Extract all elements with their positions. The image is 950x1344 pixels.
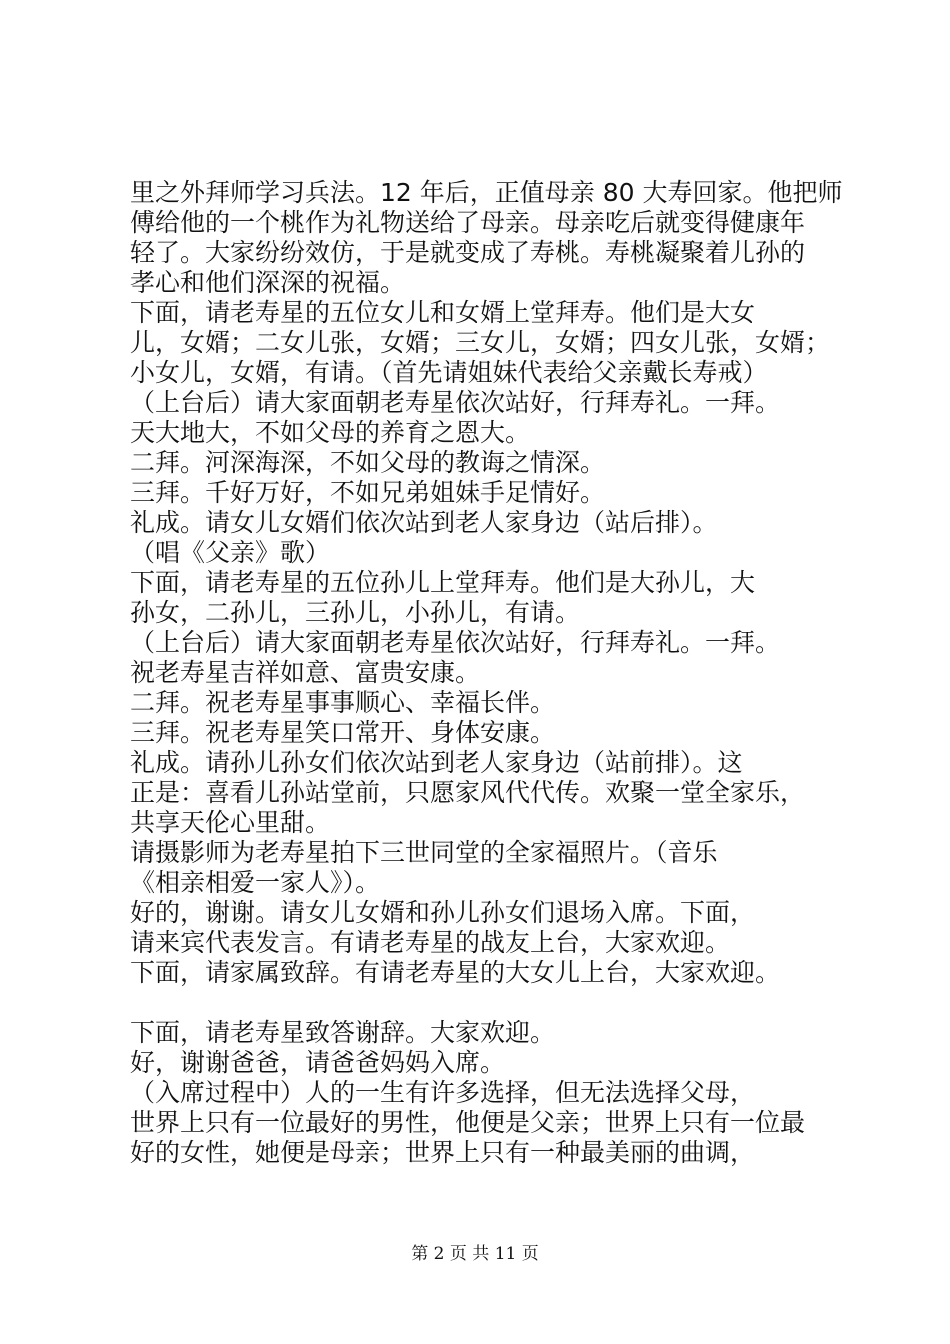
text-line: 天大地大，不如父母的养育之恩大。 (130, 418, 531, 447)
text-line: 二拜。祝老寿星事事顺心、幸福长伴。 (130, 688, 556, 717)
text-line: 好，谢谢爸爸，请爸爸妈妈入席。 (130, 1048, 506, 1077)
text-line: 三拜。祝老寿星笑口常开、身体安康。 (130, 718, 556, 747)
text-line: 下面，请老寿星致答谢辞。大家欢迎。 (130, 1018, 556, 1047)
text-line: （唱《父亲》歌） (130, 538, 331, 567)
text-line: 里之外拜师学习兵法。12 年后，正值母亲 80 大寿回家。他把师 (130, 178, 843, 207)
text-line: 《相亲相爱一家人》）。 (130, 868, 381, 897)
text-line: 轻了。大家纷纷效仿，于是就变成了寿桃。寿桃凝聚着儿孙的 (130, 238, 806, 267)
text-line: （入席过程中）人的一生有许多选择，但无法选择父母， (130, 1078, 756, 1107)
text-line: 小女儿，女婿，有请。（首先请姐妹代表给父亲戴长寿戒） (130, 358, 768, 387)
text-line: 下面，请家属致辞。有请老寿星的大女儿上台，大家欢迎。 (130, 958, 781, 987)
text-line: 共享天伦心里甜。 (130, 808, 331, 837)
text-line: 请摄影师为老寿星拍下三世同堂的全家福照片。（音乐 (130, 838, 718, 867)
text-line: 三拜。千好万好，不如兄弟姐妹手足情好。 (130, 478, 606, 507)
text-line: 好的，谢谢。请女儿女婿和孙儿孙女们退场入席。下面， (130, 898, 756, 927)
text-line: （上台后）请大家面朝老寿星依次站好，行拜寿礼。一拜。 (130, 628, 781, 657)
text-line: 请来宾代表发言。有请老寿星的战友上台，大家欢迎。 (130, 928, 731, 957)
text-line: 孝心和他们深深的祝福。 (130, 268, 406, 297)
text-line: 礼成。请孙儿孙女们依次站到老人家身边（站前排）。这 (130, 748, 743, 777)
text-line: 祝老寿星吉祥如意、富贵安康。 (130, 658, 481, 687)
text-line: 孙女，二孙儿，三孙儿，小孙儿，有请。 (130, 598, 581, 627)
text-line: 礼成。请女儿女婿们依次站到老人家身边（站后排）。 (130, 508, 718, 537)
text-line: 儿，女婿；二女儿张，女婿；三女儿，女婿；四女儿张，女婿； (130, 328, 831, 357)
text-line: 正是：喜看儿孙站堂前，只愿家风代代传。欢聚一堂全家乐， (130, 778, 806, 807)
text-line: 傅给他的一个桃作为礼物送给了母亲。母亲吃后就变得健康年 (130, 208, 806, 237)
page-number-footer: 第 2 页 共 11 页 (411, 1244, 539, 1264)
text-line: 二拜。河深海深，不如父母的教诲之情深。 (130, 448, 606, 477)
text-line: （上台后）请大家面朝老寿星依次站好，行拜寿礼。一拜。 (130, 388, 781, 417)
text-line: 下面，请老寿星的五位女儿和女婿上堂拜寿。他们是大女 (130, 298, 756, 327)
text-line: 下面，请老寿星的五位孙儿上堂拜寿。他们是大孙儿，大 (130, 568, 756, 597)
text-line: 世界上只有一位最好的男性，他便是父亲；世界上只有一位最 (130, 1108, 806, 1137)
text-line: 好的女性，她便是母亲；世界上只有一种最美丽的曲调， (130, 1138, 756, 1167)
